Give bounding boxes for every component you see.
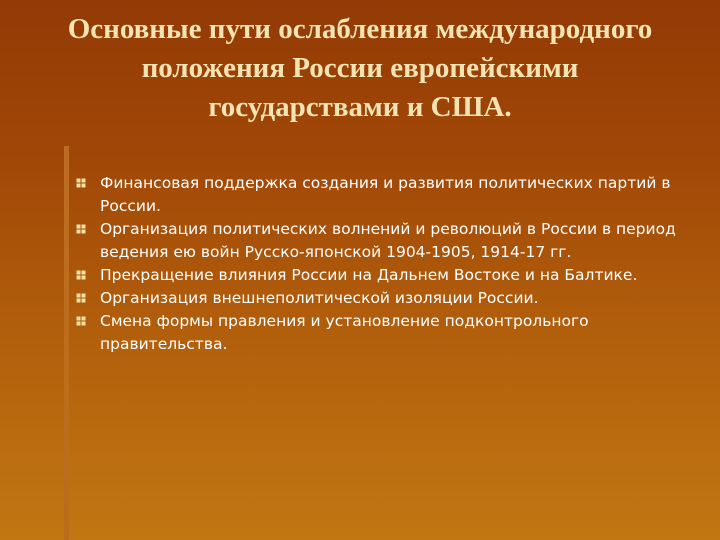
bullet-list (74, 172, 694, 356)
bullet-item (74, 310, 694, 356)
title-line: положения России европейскими (141, 52, 579, 84)
square-bullet-icon (76, 316, 86, 326)
bullet-item (74, 218, 694, 264)
vertical-divider (64, 146, 69, 540)
bullet-text: Организация внешнеполитической изоляции России. (100, 289, 539, 307)
bullet-item (74, 172, 694, 218)
square-bullet-icon (76, 224, 86, 234)
bullet-text: Смена формы правления и установление подконтрольного правительства. (100, 312, 589, 353)
bullet-text: Финансовая поддержка создания и развития политических партий в России. (100, 174, 671, 215)
slide-title (20, 10, 700, 127)
square-bullet-icon (76, 293, 86, 303)
bullet-item (74, 264, 694, 287)
bullet-text: Организация политических волнений и революций в России в период ведения ею войн Русско-японской 1904-1905, 1914-17 гг. (100, 220, 676, 261)
square-bullet-icon (76, 270, 86, 280)
title-line: Основные пути ослабления международного (67, 13, 653, 45)
bullet-item (74, 287, 694, 310)
title-line: государствами и США. (208, 91, 512, 123)
bullet-text: Прекращение влияния России на Дальнем Востоке и на Балтике. (100, 266, 638, 284)
square-bullet-icon (76, 178, 86, 188)
